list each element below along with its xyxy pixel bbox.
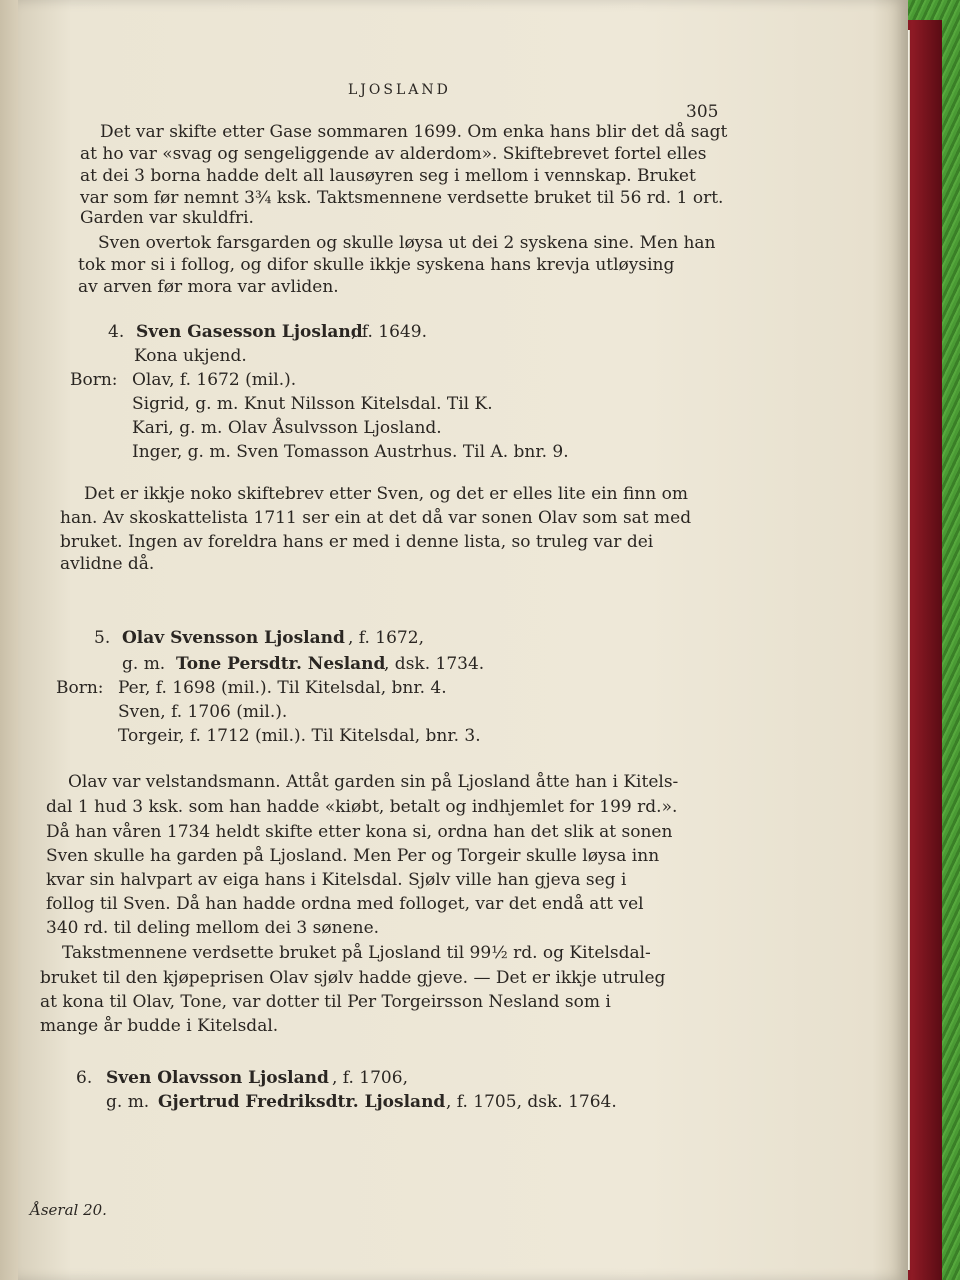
text-line: Det er ikkje noko skiftebrev etter Sven, og det er elles lite ein finn om — [84, 484, 688, 504]
child-line: Inger, g. m. Sven Tomasson Austrhus. Til A. bnr. 9. — [132, 442, 569, 462]
entry-number: 6. — [76, 1068, 93, 1088]
text-line: at dei 3 borna hadde delt all lausøyren seg i mellom i vennskap. Bruket — [80, 166, 696, 186]
text-line: 340 rd. til deling mellom dei 3 sønene. — [46, 918, 380, 938]
text-line: Det var skifte etter Gase sommaren 1699. Om enka hans blir det då sagt — [100, 122, 728, 142]
entry-born-year: , f. 1649. — [351, 322, 427, 342]
entry-name: Sven Gasesson Ljosland — [136, 322, 363, 342]
entry-number: 5. — [94, 628, 111, 648]
text-line: Sven skulle ha garden på Ljosland. Men Per og Torgeir skulle løysa inn — [46, 846, 660, 866]
text-line: tok mor si i follog, og difor skulle ikkje syskena hans krevja utløysing — [78, 255, 675, 275]
child-line: Per, f. 1698 (mil.). Til Kitelsdal, bnr. 4. — [118, 678, 447, 698]
footer-signature: Åseral 20. — [30, 1201, 107, 1219]
spouse-dates: , f. 1705, dsk. 1764. — [446, 1092, 617, 1112]
child-line: Torgeir, f. 1712 (mil.). Til Kitelsdal, bnr. 3. — [118, 726, 481, 746]
text-line: avlidne då. — [60, 554, 155, 574]
born-label: Born: — [56, 678, 104, 698]
child-line: Kari, g. m. Olav Åsulvsson Ljosland. — [132, 418, 442, 438]
born-label: Born: — [70, 370, 118, 390]
entry-name: Sven Olavsson Ljosland — [106, 1068, 329, 1088]
spouse-name: Tone Persdtr. Nesland — [176, 654, 386, 674]
text-line: var som før nemnt 3¾ ksk. Taktsmennene verdsette bruket til 56 rd. 1 ort. — [80, 188, 724, 208]
text-line: av arven før mora var avliden. — [78, 277, 339, 297]
child-line: Sigrid, g. m. Knut Nilsson Kitelsdal. Til K. — [132, 394, 493, 414]
text-line: Sven overtok farsgarden og skulle løysa ut dei 2 syskena sine. Men han — [98, 233, 716, 253]
entry-born-year: , f. 1672, — [348, 628, 424, 648]
running-head: LJOSLAND — [348, 82, 451, 98]
spouse-prefix: g. m. — [122, 654, 166, 674]
text-line: bruket. Ingen av foreldra hans er med i denne lista, so truleg var dei — [60, 532, 654, 552]
entry-number: 4. — [108, 322, 125, 342]
entry-born-year: , f. 1706, — [332, 1068, 408, 1088]
spouse-name: Gjertrud Fredriksdtr. Ljosland — [158, 1092, 446, 1112]
text-line: Då han våren 1734 heldt skifte etter kona si, ordna han det slik at sonen — [46, 822, 673, 842]
text-line: kvar sin halvpart av eiga hans i Kitelsdal. Sjølv ville han gjeva seg i — [46, 870, 627, 890]
book-page — [18, 0, 908, 1280]
text-line: follog til Sven. Då han hadde ordna med folloget, var det endå att vel — [46, 894, 644, 914]
entry-wife: Kona ukjend. — [134, 346, 247, 366]
child-line: Olav, f. 1672 (mil.). — [132, 370, 297, 390]
page-number: 305 — [686, 102, 719, 122]
text-line: bruket til den kjøpeprisen Olav sjølv hadde gjeve. — Det er ikkje utruleg — [40, 968, 666, 988]
spouse-prefix: g. m. — [106, 1092, 150, 1112]
text-line: han. Av skoskattelista 1711 ser ein at det då var sonen Olav som sat med — [60, 508, 692, 528]
text-line: Garden var skuldfri. — [80, 208, 254, 228]
text-line: Takstmennene verdsette bruket på Ljosland til 99½ rd. og Kitelsdal- — [62, 943, 651, 963]
spouse-dates: , dsk. 1734. — [384, 654, 485, 674]
text-line: mange år budde i Kitelsdal. — [40, 1016, 279, 1036]
text-line: at ho var «svag og sengeliggende av alderdom». Skiftebrevet fortel elles — [80, 144, 707, 164]
text-line: at kona til Olav, Tone, var dotter til Per Torgeirsson Nesland som i — [40, 992, 611, 1012]
text-line: Olav var velstandsmann. Attåt garden sin på Ljosland åtte han i Kitels- — [68, 772, 679, 792]
text-line: dal 1 hud 3 ksk. som han hadde «kiøbt, betalt og indhjemlet for 199 rd.». — [46, 797, 678, 817]
entry-name: Olav Svensson Ljosland — [122, 628, 345, 648]
child-line: Sven, f. 1706 (mil.). — [118, 702, 288, 722]
